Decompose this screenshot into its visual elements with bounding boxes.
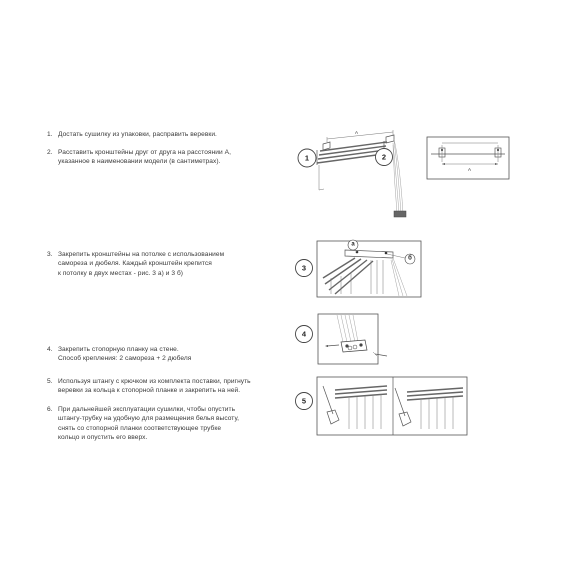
- figure-2: [375, 133, 515, 183]
- step-number: 6.: [47, 406, 53, 413]
- step-text: Расставить кронштейны друг от друга на расстоянии А, указанное в наименовании модели (в сантиметрах).: [58, 149, 231, 166]
- step-3: [47, 250, 287, 278]
- step-text: Достать сушилку из упаковки, расправить веревки.: [58, 131, 217, 138]
- step-number: 2.: [47, 149, 53, 156]
- label-b: б: [408, 255, 412, 262]
- figure-number: 2: [381, 152, 387, 162]
- figure-4: [295, 312, 395, 370]
- step-text: Закрепить кронштейны на потолке с использованием самореза и дюбеля. Каждый кронштейн крепится к потолку в двух местах - рис. 3 а) и 3 б): [58, 251, 225, 277]
- figure-3: [295, 238, 425, 300]
- step-4: [47, 345, 287, 364]
- dimension-label: A: [355, 130, 359, 135]
- step-5: [47, 377, 287, 396]
- step-text: При дальнейшей эксплуатации сушилки, чтобы опустить штангу-трубку на удобную для размещения белья высоту, снять со стопорной планки соответствующее трубке кольцо и опустить его вверх.: [58, 406, 240, 442]
- step-number: 4.: [47, 346, 53, 353]
- figure-5: [295, 374, 470, 438]
- figure-number: 4: [301, 329, 307, 339]
- step-2: [47, 148, 287, 167]
- step-number: 5.: [47, 378, 53, 385]
- figure-number: 1: [304, 153, 310, 163]
- dimension-label: A: [468, 167, 472, 172]
- step-text: Закрепить стопорную планку на стене. Способ крепления: 2 самореза + 2 дюбеля: [58, 346, 192, 363]
- step-text: Используя штангу с крючком из комплекта поставки, пригнуть веревки за кольца к стопорной планке и закрепить на ней.: [58, 378, 251, 395]
- step-number: 1.: [47, 131, 53, 138]
- label-a: a: [351, 241, 355, 248]
- figure-number: 5: [301, 396, 307, 406]
- step-1: [47, 130, 287, 139]
- step-6: [47, 405, 287, 443]
- figure-number: 3: [301, 263, 307, 273]
- step-number: 3.: [47, 251, 53, 258]
